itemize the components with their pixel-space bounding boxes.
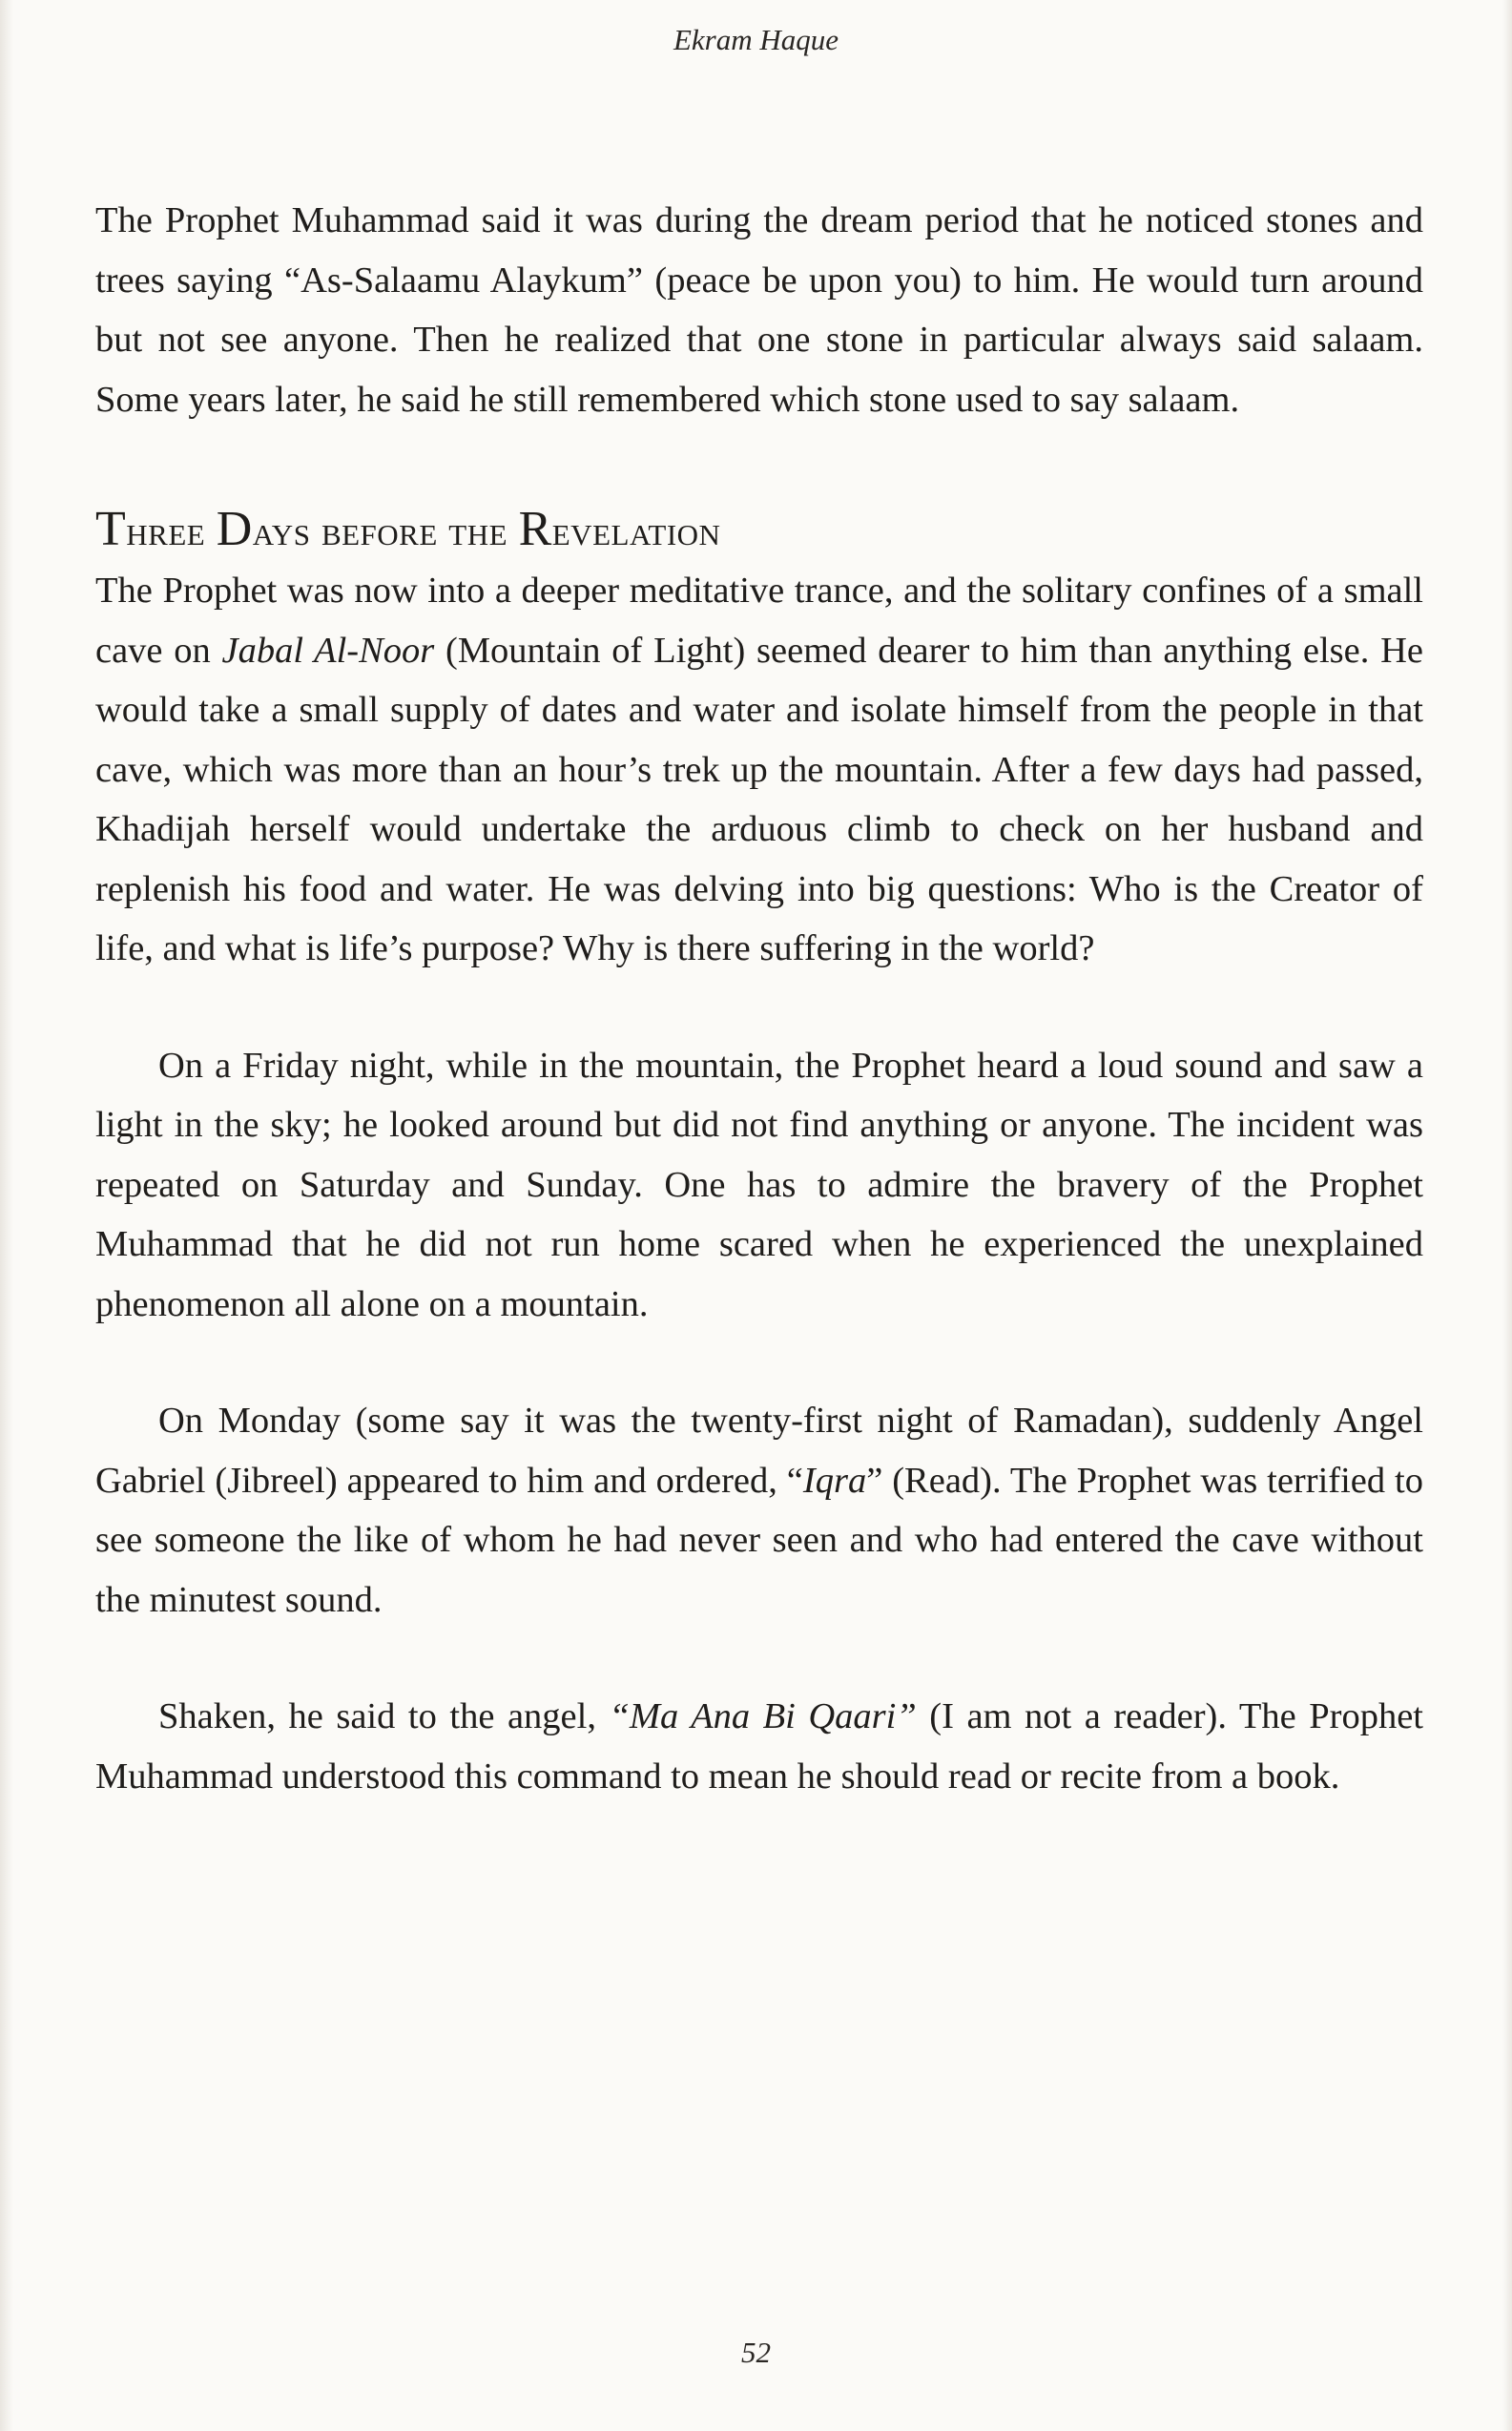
paragraph-text: The Prophet was now into a deeper meditative trance, and the solitary confines of a small cave on (95, 571, 1423, 671)
iqra-italic: Iqra (802, 1460, 867, 1501)
paragraph-dream-period: The Prophet Muhammad said it was during the dream period that he noticed stones and trees saying “As-Salaamu Alaykum” (peace be upon you) to him. He would turn around but not see anyone. Then he realized that one stone in particular always said salaam. Some years later, he said he still remembered which stone used to say salaam. (95, 200, 1423, 420)
section-heading: Three Days before the Revelation (95, 502, 721, 556)
page-edge-shadow (1502, 0, 1512, 2431)
ma-ana-bi-qaari-italic: “Ma Ana Bi Qaari” (609, 1696, 917, 1736)
paragraph-friday-night: On a Friday night, while in the mountain, the Prophet heard a loud sound and saw a light in the sky; he looked around but did not find anything or anyone. The incident was repeated on Saturday and Sunday. One has to admire the bravery of the Prophet Muhammad that he did not run home scared when he experienced the unexplained phenomenon all alone on a mountain. (95, 1045, 1423, 1324)
jabal-al-noor-italic: Jabal Al-Noor (221, 630, 435, 671)
paragraph-shaken (95, 1687, 1423, 1806)
paragraph-text: Shaken, he said to the angel, (158, 1696, 610, 1736)
running-head-author: Ekram Haque (673, 23, 839, 56)
paragraph-monday-gabriel (95, 1391, 1423, 1630)
paragraph-text: ” (Read). The Prophet was terrified to see someone the like of whom he had never seen and who had entered the cave without the minutest sound. (95, 1460, 1424, 1620)
heading-initial-capital: R (518, 502, 552, 556)
paragraph-text: On Monday (some say it was the twenty-first night of Ramadan), suddenly Angel Gabriel (Jibreel) appeared to him and ordered, “ (95, 1401, 1423, 1501)
paragraph-cave-meditation (95, 561, 1423, 979)
body-text (95, 191, 1423, 1806)
page-gutter-shadow (0, 0, 13, 2431)
page-number: 52 (741, 2336, 771, 2369)
heading-initial-capital: D (216, 502, 253, 556)
paragraph-text: (I am not a reader). The Prophet Muhammad understood this command to mean he should read or recite from a book. (95, 1696, 1423, 1797)
paragraph-text: (Mountain of Light) seemed dearer to him than anything else. He would take a small supply of dates and water and isolate himself from the people in that cave, which was more than an hour’s trek up the mountain. After a few days had passed, Khadijah herself would undertake the arduous climb to check on her husband and replenish his food and water. He was delving into big questions: Who is the Creator of life, and what is life’s purpose? Why is there suffering in the world? (95, 630, 1423, 968)
heading-initial-capital: T (95, 502, 127, 556)
